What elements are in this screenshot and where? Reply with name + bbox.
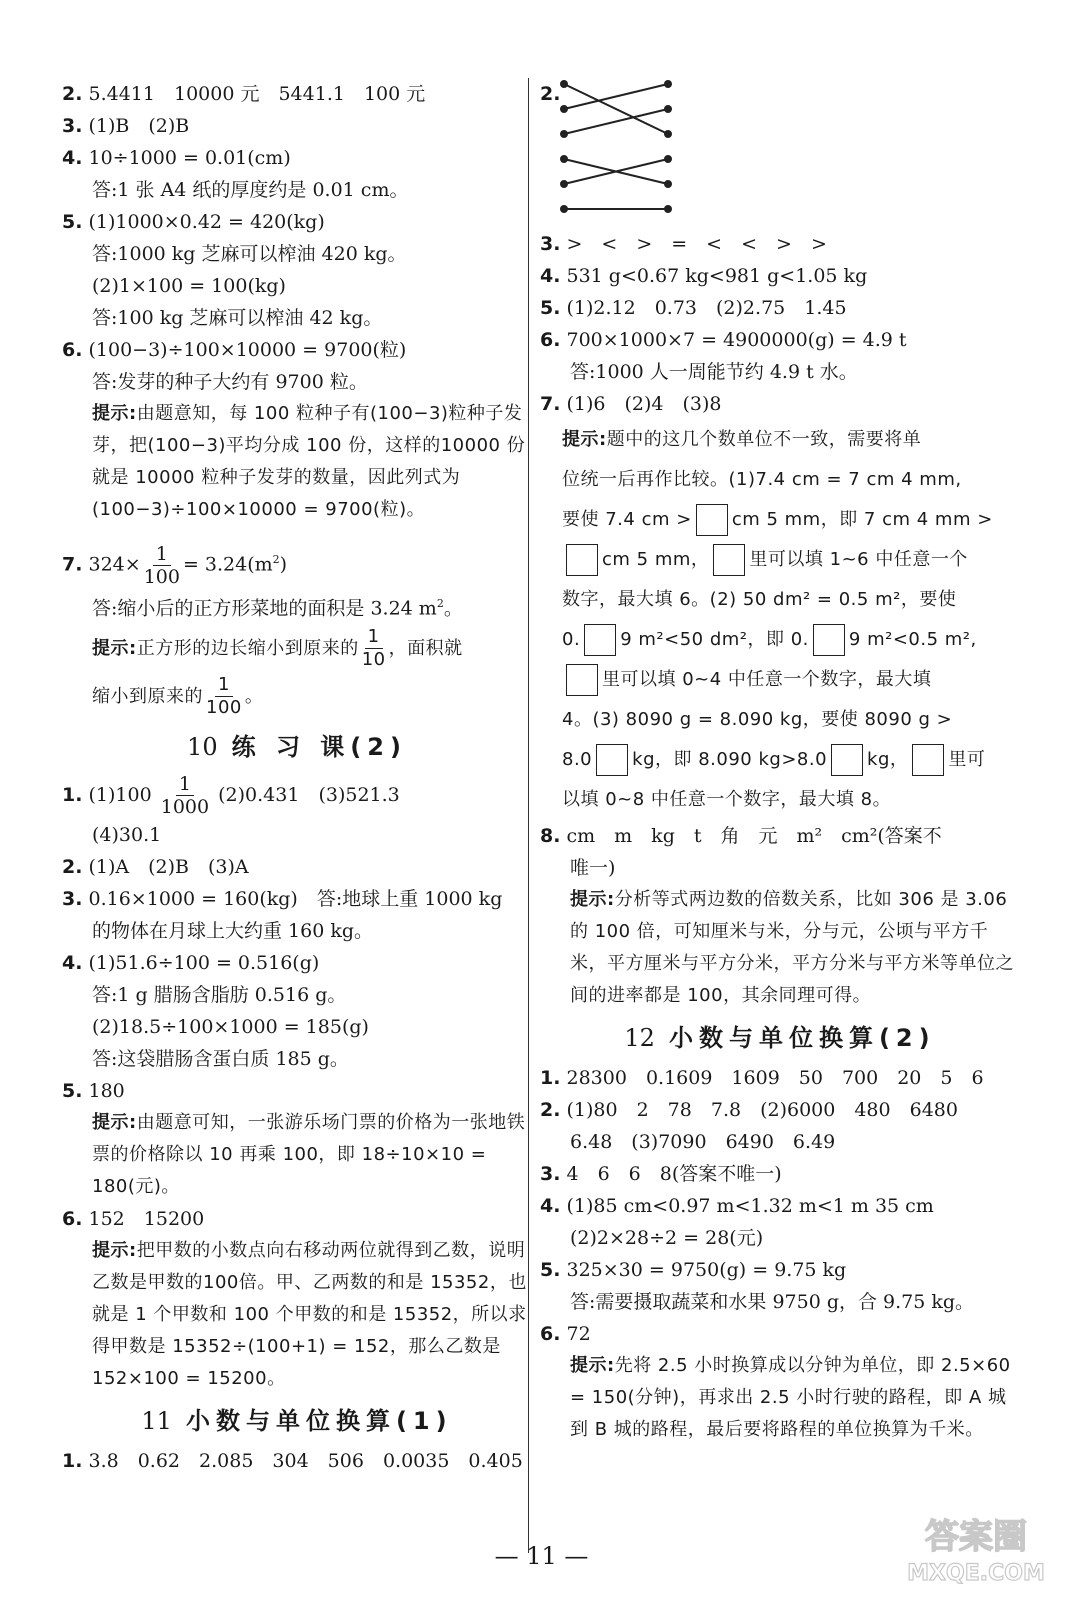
s12-answer-4: 4. (1)85 cm<0.97 m<1.32 m<1 m 35 cm <box>540 1195 934 1217</box>
r-answer-8: 8. cm m kg t 角 元 m² cm²(答案不 <box>540 825 942 847</box>
s12-answer-6: 6. 72 <box>540 1323 591 1345</box>
answer-7-hint-cont: 缩小到原来的 $\frac{1}{100}$ 。 <box>92 674 264 719</box>
page-number: — 11 — <box>494 1542 589 1570</box>
s10-answer-2: 2. (1)A (2)B (3)A <box>62 855 249 878</box>
dot <box>665 181 671 187</box>
dot <box>561 156 567 162</box>
section-10-title: 10 练 习 课(2) <box>187 732 407 761</box>
answer-6-reply: 答:发芽的种子大约有 9700 粒。 <box>92 371 368 393</box>
s10-answer-6: 6. 152 15200 <box>62 1207 205 1230</box>
s10-answer-6-hint: 提示:把甲数的小数点向右移动两位就得到乙数，说明乙数是甲数的100倍。甲、乙两数的和是 15352，也就是 1 个甲数和 100 个甲数的和是 15352，所以求得甲数是 15352÷(100+1) = 152，那么乙数是 152×100 = 15200。 <box>92 1239 527 1389</box>
watermark-url: MXQE.COM <box>907 1561 1045 1586</box>
dot <box>561 181 567 187</box>
s10-answer-4-part2: (2)18.5÷100×1000 = 185(g) <box>92 1015 369 1038</box>
r-answer-8-hint: 提示:分析等式两边数的倍数关系，比如 306 是 3.06 的 100 倍，可知厘米与米，分与元，公顷与平方千米，平方厘米与平方分米，平方分米与平方米等单位之间的进率都是 100，其余同理可得。 <box>570 889 1014 1006</box>
blank-box <box>912 744 944 776</box>
answer-5-part2: (2)1×100 = 100(kg) <box>92 275 286 297</box>
r-answer-8-cont: 唯一) <box>570 857 616 879</box>
s12-answer-6-hint: 提示:先将 2.5 小时换算成以分钟为单位，即 2.5×60 = 150(分钟)，再求出 2.5 小时行驶的路程，即 A 城到 B 城的路程，最后要将路程的单位换算为千米。 <box>570 1355 1011 1440</box>
dot <box>561 131 567 137</box>
dot <box>665 156 671 162</box>
blank-box <box>696 504 728 536</box>
r-answer-5: 5. (1)2.12 0.73 (2)2.75 1.45 <box>540 297 847 319</box>
blank-box <box>584 624 616 656</box>
s11-answer-1: 1. 3.8 0.62 2.085 304 506 0.0035 0.405 <box>62 1449 523 1472</box>
answer-4: 4. 10÷1000 = 0.01(cm) <box>62 147 291 169</box>
answer-7-reply: 答:缩小后的正方形菜地的面积是 3.24 $m^2$。 <box>92 597 463 620</box>
answer-5-reply2: 答:100 kg 芝麻可以榨油 42 kg。 <box>92 307 383 329</box>
fraction: $\frac{1}{10}$ <box>361 626 386 671</box>
r-answer-6-reply: 答:1000 人一周能节约 4.9 t 水。 <box>570 361 858 383</box>
match-line <box>564 84 668 134</box>
answer-3: 3. (1)B (2)B <box>62 115 190 137</box>
answer-5: 5. (1)1000×0.42 = 420(kg) <box>62 211 325 233</box>
watermark-text: 答案圈 <box>925 1517 1027 1557</box>
blank-box <box>596 744 628 776</box>
dot <box>665 131 671 137</box>
answer-7: 7. 324× $\frac{1}{100}$ = $3.24(m^2)$ <box>62 542 288 588</box>
s10-answer-3-cont: 的物体在月球上大约重 160 kg。 <box>92 919 374 942</box>
fraction: $\frac{1}{100}$ <box>143 542 180 588</box>
r-answer-7-hint: 提示:题中的这几个数单位不一致，需要将单 位统一后再作比较。(1)7.4 cm = 7 cm 4 mm, 要使 7.4 cm > cm 5 mm，即 7 cm 4 mm > cm 5 mm， 里可以填 1~6 中任意一个 数字，最大填 6。(2) 50 dm² = 0.5 m²，要使 0. 9 m²<50 dm²，即 0. 9 m²<0.5 m², 里可以填 0~4 中任意一个数字，最大填 4。(3) 8090 g = 8.090 kg，要使 8090 g > 8.0 kg，即 8.090 kg>8.0 kg， 里可 以填 0~8 中任意一个数字，最大填 8。 <box>562 429 993 810</box>
blank-box <box>813 624 845 656</box>
left-column <box>62 78 532 1477</box>
s12-answer-4-part2: (2)2×28÷2 = 28(元) <box>570 1227 764 1249</box>
blank-box <box>831 744 863 776</box>
dot <box>561 206 567 212</box>
dot <box>665 206 671 212</box>
right-column <box>540 78 1020 1446</box>
s10-answer-4-reply2: 答:这袋腊肠含蛋白质 185 g。 <box>92 1047 349 1070</box>
s12-answer-3: 3. 4 6 6 8(答案不唯一) <box>540 1163 782 1185</box>
s12-answer-2-cont: 6.48 (3)7090 6490 6.49 <box>570 1131 836 1153</box>
r-answer-3: 3. > < > = < < > > <box>540 233 827 255</box>
s10-answer-1-cont: (4)30.1 <box>92 823 162 846</box>
dot <box>665 81 671 87</box>
s12-answer-1: 1. 28300 0.1609 1609 50 700 20 5 6 <box>540 1067 984 1089</box>
answer-4-reply: 答:1 张 A4 纸的厚度约是 0.01 cm。 <box>92 179 409 201</box>
dot <box>665 106 671 112</box>
s12-answer-5: 5. 325×30 = 9750(g) = 9.75 kg <box>540 1259 847 1281</box>
section-12-title: 12 小数与单位换算(2) <box>624 1024 936 1052</box>
s10-answer-4: 4. (1)51.6÷100 = 0.516(g) <box>62 951 320 974</box>
s10-answer-5-hint: 提示:由题意可知，一张游乐场门票的价格为一张地铁票的价格除以 10 再乘 100，即 18÷10×10 = 180(元)。 <box>92 1111 526 1197</box>
fraction: $\frac{1}{1000}$ <box>160 773 210 819</box>
answer-7-hint: 提示:正方形的边长缩小到原来的 $\frac{1}{10}$ ，面积就 <box>92 626 463 671</box>
blank-box <box>566 544 598 576</box>
match-line <box>564 84 668 109</box>
s12-answer-5-reply: 答:需要摄取蔬菜和水果 9750 g，合 9.75 kg。 <box>570 1291 975 1313</box>
watermark-logo <box>891 1508 1061 1588</box>
matching-lines-diagram <box>558 78 678 223</box>
blank-box <box>566 664 598 696</box>
dot <box>561 106 567 112</box>
answer-6: 6. (100−3)÷100×10000 = 9700(粒) <box>62 339 407 361</box>
answer-5-reply: 答:1000 kg 芝麻可以榨油 420 kg。 <box>92 243 407 265</box>
blank-box <box>713 544 745 576</box>
s12-answer-2: 2. (1)80 2 78 7.8 (2)6000 480 6480 <box>540 1099 958 1121</box>
r-answer-7: 7. (1)6 (2)4 (3)8 <box>540 393 722 415</box>
s10-answer-5: 5. 180 <box>62 1079 125 1102</box>
r-answer-6: 6. 700×1000×7 = 4900000(g) = 4.9 t <box>540 329 907 351</box>
s10-answer-4-reply: 答:1 g 腊肠含脂肪 0.516 g。 <box>92 983 347 1006</box>
match-line <box>564 109 668 134</box>
section-11-title: 11 小数与单位换算(1) <box>141 1406 453 1435</box>
answer-6-hint: 提示:由题意知，每 100 粒种子有(100−3)粒种子发芽，把(100−3)平均分成 100 份，这样的10000 份就是 10000 粒种子发芽的数量，因此列式为(100−3)÷100×10000 = 9700(粒)。 <box>92 403 526 520</box>
r-answer-4: 4. 531 g<0.67 kg<981 g<1.05 kg <box>540 265 868 287</box>
answer-2: 2. 5.4411 10000 元 5441.1 100 元 <box>62 83 426 105</box>
s10-answer-1: 1. (1)100 $\frac{1}{1000}$ (2)0.431 (3)521.3 <box>62 773 400 819</box>
dot <box>561 81 567 87</box>
r-answer-2: 2. <box>540 78 1020 228</box>
fraction: $\frac{1}{100}$ <box>206 674 242 719</box>
s10-answer-3: 3. 0.16×1000 = 160(kg) 答:地球上重 1000 kg <box>62 887 503 910</box>
